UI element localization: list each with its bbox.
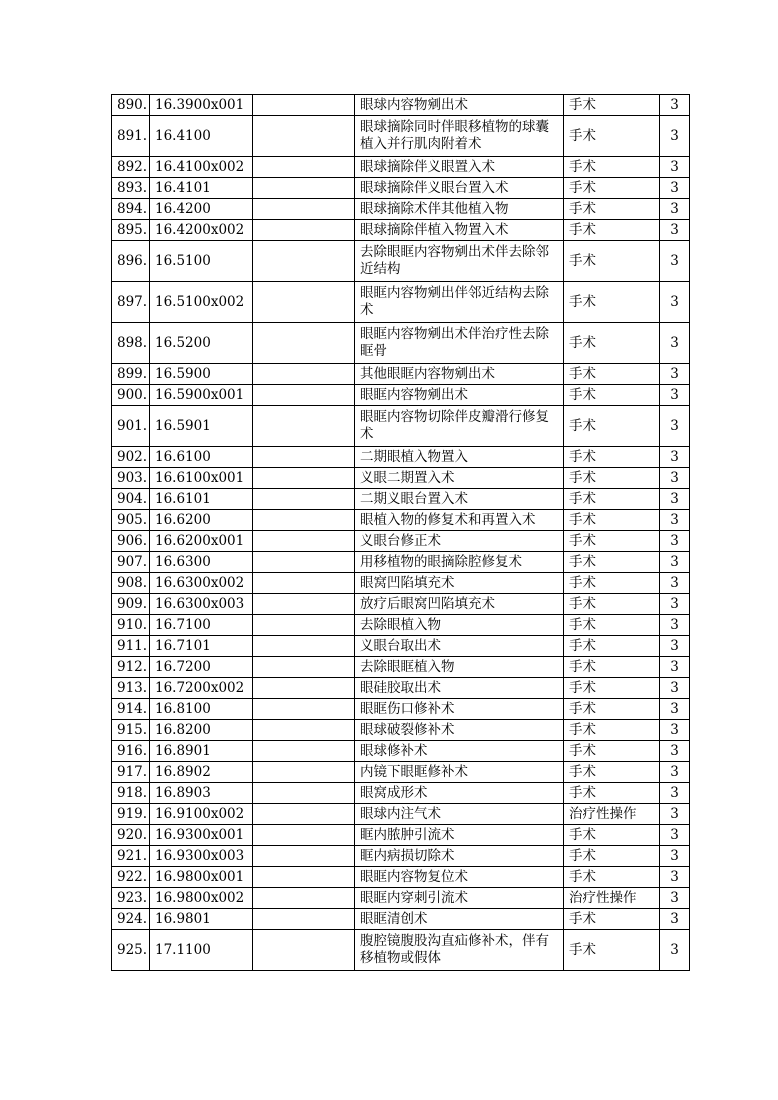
- table-row: [112, 909, 690, 930]
- procedure-type: 手术: [564, 615, 660, 636]
- procedure-level: 3: [660, 867, 690, 888]
- table-row: [112, 573, 690, 594]
- procedure-code: 16.5900: [150, 364, 253, 385]
- procedure-level: 3: [660, 636, 690, 657]
- table-row: [112, 489, 690, 510]
- procedure-name: 眼球摘除伴植入物置入术: [355, 220, 564, 241]
- procedure-name: 眼球破裂修补术: [355, 720, 564, 741]
- procedure-level: 3: [660, 825, 690, 846]
- row-number: 920.: [112, 825, 150, 846]
- procedure-type: 手术: [564, 825, 660, 846]
- procedure-name: 眼球摘除术伴其他植入物: [355, 199, 564, 220]
- procedure-code: 16.7200: [150, 657, 253, 678]
- empty-cell: [253, 157, 355, 178]
- procedure-level: 3: [660, 657, 690, 678]
- procedure-name: 眼窝凹陷填充术: [355, 573, 564, 594]
- empty-cell: [253, 241, 355, 282]
- row-number: 891.: [112, 116, 150, 157]
- empty-cell: [253, 762, 355, 783]
- procedure-code: 16.6100x001: [150, 468, 253, 489]
- procedure-level: 3: [660, 489, 690, 510]
- procedure-type: 手术: [564, 116, 660, 157]
- procedure-level: 3: [660, 323, 690, 364]
- table-row: [112, 241, 690, 282]
- procedure-name: 眶内脓肿引流术: [355, 825, 564, 846]
- empty-cell: [253, 720, 355, 741]
- procedure-code: 16.6100: [150, 447, 253, 468]
- row-number: 922.: [112, 867, 150, 888]
- procedure-type: 手术: [564, 762, 660, 783]
- row-number: 890.: [112, 95, 150, 116]
- procedure-code: 16.4200x002: [150, 220, 253, 241]
- procedure-name: 眼球内容物剜出术: [355, 95, 564, 116]
- empty-cell: [253, 116, 355, 157]
- procedure-name: 去除眼眶植入物: [355, 657, 564, 678]
- row-number: 895.: [112, 220, 150, 241]
- procedure-level: 3: [660, 116, 690, 157]
- table-row: [112, 720, 690, 741]
- empty-cell: [253, 594, 355, 615]
- row-number: 921.: [112, 846, 150, 867]
- procedure-type: 治疗性操作: [564, 804, 660, 825]
- table-row: [112, 741, 690, 762]
- table-row: [112, 636, 690, 657]
- row-number: 892.: [112, 157, 150, 178]
- procedure-name: 眼眶内穿刺引流术: [355, 888, 564, 909]
- procedure-code: 16.8200: [150, 720, 253, 741]
- procedure-type: 手术: [564, 531, 660, 552]
- procedure-code: 16.6101: [150, 489, 253, 510]
- row-number: 905.: [112, 510, 150, 531]
- row-number: 907.: [112, 552, 150, 573]
- procedure-type: 手术: [564, 573, 660, 594]
- table-row: [112, 220, 690, 241]
- procedure-type: 手术: [564, 699, 660, 720]
- procedure-code: 16.5200: [150, 323, 253, 364]
- table-row: [112, 678, 690, 699]
- table-row: [112, 406, 690, 447]
- row-number: 912.: [112, 657, 150, 678]
- empty-cell: [253, 531, 355, 552]
- procedure-code: 16.9800x002: [150, 888, 253, 909]
- procedure-name: 去除眼植入物: [355, 615, 564, 636]
- procedure-type: 手术: [564, 385, 660, 406]
- procedure-level: 3: [660, 594, 690, 615]
- procedure-name: 眼植入物的修复术和再置入术: [355, 510, 564, 531]
- procedure-level: 3: [660, 510, 690, 531]
- empty-cell: [253, 447, 355, 468]
- table-row: [112, 364, 690, 385]
- row-number: 896.: [112, 241, 150, 282]
- procedure-type: 手术: [564, 552, 660, 573]
- procedure-type: 手术: [564, 636, 660, 657]
- table-row: [112, 825, 690, 846]
- empty-cell: [253, 510, 355, 531]
- empty-cell: [253, 178, 355, 199]
- procedure-name: 眼球内注气术: [355, 804, 564, 825]
- procedure-name: 放疗后眼窝凹陷填充术: [355, 594, 564, 615]
- row-number: 893.: [112, 178, 150, 199]
- procedure-code: 16.4100x002: [150, 157, 253, 178]
- row-number: 894.: [112, 199, 150, 220]
- procedure-code: 16.6200: [150, 510, 253, 531]
- table-row: [112, 888, 690, 909]
- empty-cell: [253, 699, 355, 720]
- row-number: 919.: [112, 804, 150, 825]
- procedure-level: 3: [660, 468, 690, 489]
- procedure-level: 3: [660, 364, 690, 385]
- procedure-code: 16.6300x003: [150, 594, 253, 615]
- empty-cell: [253, 867, 355, 888]
- procedure-type: 手术: [564, 323, 660, 364]
- procedure-code: 16.4200: [150, 199, 253, 220]
- row-number: 918.: [112, 783, 150, 804]
- procedure-code: 17.1100: [150, 930, 253, 971]
- procedure-code: 16.5100x002: [150, 282, 253, 323]
- procedure-type: 手术: [564, 241, 660, 282]
- procedure-code: 16.5901: [150, 406, 253, 447]
- row-number: 925.: [112, 930, 150, 971]
- procedure-level: 3: [660, 783, 690, 804]
- procedure-code: 16.9801: [150, 909, 253, 930]
- row-number: 908.: [112, 573, 150, 594]
- procedure-level: 3: [660, 888, 690, 909]
- table-row: [112, 178, 690, 199]
- procedure-type: 手术: [564, 199, 660, 220]
- procedure-type: 手术: [564, 657, 660, 678]
- procedure-code: 16.3900x001: [150, 95, 253, 116]
- procedure-type: 手术: [564, 930, 660, 971]
- procedure-name: 眼球摘除同时伴眼移植物的球囊植入并行肌肉附着术: [355, 116, 564, 157]
- procedure-code: 16.6200x001: [150, 531, 253, 552]
- procedure-type: 手术: [564, 364, 660, 385]
- row-number: 917.: [112, 762, 150, 783]
- procedure-name: 眼眶内容物切除伴皮瓣滑行修复术: [355, 406, 564, 447]
- procedure-code: 16.8903: [150, 783, 253, 804]
- procedure-name: 眼窝成形术: [355, 783, 564, 804]
- procedure-level: 3: [660, 95, 690, 116]
- procedure-code: 16.9800x001: [150, 867, 253, 888]
- row-number: 902.: [112, 447, 150, 468]
- procedure-level: 3: [660, 762, 690, 783]
- empty-cell: [253, 95, 355, 116]
- procedure-type: 手术: [564, 594, 660, 615]
- table-row: [112, 552, 690, 573]
- procedure-name: 眶内病损切除术: [355, 846, 564, 867]
- procedure-code: 16.4100: [150, 116, 253, 157]
- procedure-code: 16.6300x002: [150, 573, 253, 594]
- table-row: [112, 468, 690, 489]
- procedure-type: 手术: [564, 178, 660, 199]
- empty-cell: [253, 406, 355, 447]
- table-row: [112, 531, 690, 552]
- procedure-level: 3: [660, 241, 690, 282]
- empty-cell: [253, 199, 355, 220]
- procedure-level: 3: [660, 552, 690, 573]
- table-row: [112, 385, 690, 406]
- table-row: [112, 282, 690, 323]
- procedure-code: 16.8100: [150, 699, 253, 720]
- row-number: 924.: [112, 909, 150, 930]
- empty-cell: [253, 468, 355, 489]
- empty-cell: [253, 930, 355, 971]
- empty-cell: [253, 220, 355, 241]
- row-number: 909.: [112, 594, 150, 615]
- procedure-level: 3: [660, 282, 690, 323]
- procedure-name: 义眼二期置入术: [355, 468, 564, 489]
- procedure-name: 用移植物的眼摘除腔修复术: [355, 552, 564, 573]
- table-row: [112, 930, 690, 971]
- empty-cell: [253, 385, 355, 406]
- row-number: 898.: [112, 323, 150, 364]
- row-number: 923.: [112, 888, 150, 909]
- row-number: 911.: [112, 636, 150, 657]
- table-row: [112, 447, 690, 468]
- procedure-type: 手术: [564, 489, 660, 510]
- procedure-type: 手术: [564, 468, 660, 489]
- table-row: [112, 116, 690, 157]
- procedure-level: 3: [660, 199, 690, 220]
- procedure-level: 3: [660, 531, 690, 552]
- table-row: [112, 783, 690, 804]
- procedure-level: 3: [660, 615, 690, 636]
- table-row: [112, 323, 690, 364]
- procedure-name: 眼球摘除伴义眼置入术: [355, 157, 564, 178]
- procedure-type: 手术: [564, 741, 660, 762]
- procedure-level: 3: [660, 846, 690, 867]
- procedure-level: 3: [660, 157, 690, 178]
- procedure-type: 手术: [564, 95, 660, 116]
- procedure-code: 16.4101: [150, 178, 253, 199]
- procedure-name: 眼眶内容物剜出术伴治疗性去除眶骨: [355, 323, 564, 364]
- procedure-code: 16.7200x002: [150, 678, 253, 699]
- procedure-name: 去除眼眶内容物剜出术伴去除邻近结构: [355, 241, 564, 282]
- procedure-code: 16.7101: [150, 636, 253, 657]
- procedure-name: 眼眶内容物剜出术: [355, 385, 564, 406]
- procedure-type: 手术: [564, 678, 660, 699]
- procedure-level: 3: [660, 804, 690, 825]
- procedure-level: 3: [660, 678, 690, 699]
- table-row: [112, 762, 690, 783]
- row-number: 914.: [112, 699, 150, 720]
- table-row: [112, 657, 690, 678]
- table-row: [112, 594, 690, 615]
- procedure-type: 手术: [564, 157, 660, 178]
- procedure-name: 眼眶伤口修补术: [355, 699, 564, 720]
- empty-cell: [253, 552, 355, 573]
- table-row: [112, 615, 690, 636]
- procedure-type: 手术: [564, 447, 660, 468]
- procedure-table: [111, 94, 690, 971]
- procedure-code: 16.9100x002: [150, 804, 253, 825]
- row-number: 900.: [112, 385, 150, 406]
- row-number: 899.: [112, 364, 150, 385]
- procedure-type: 手术: [564, 909, 660, 930]
- procedure-level: 3: [660, 720, 690, 741]
- row-number: 906.: [112, 531, 150, 552]
- procedure-code: 16.7100: [150, 615, 253, 636]
- table-row: [112, 804, 690, 825]
- empty-cell: [253, 364, 355, 385]
- row-number: 901.: [112, 406, 150, 447]
- table-row: [112, 157, 690, 178]
- procedure-type: 治疗性操作: [564, 888, 660, 909]
- procedure-type: 手术: [564, 867, 660, 888]
- procedure-name: 腹腔镜腹股沟直疝修补术，伴有移植物或假体: [355, 930, 564, 971]
- empty-cell: [253, 573, 355, 594]
- procedure-code: 16.5100: [150, 241, 253, 282]
- empty-cell: [253, 783, 355, 804]
- procedure-code: 16.8901: [150, 741, 253, 762]
- row-number: 915.: [112, 720, 150, 741]
- empty-cell: [253, 846, 355, 867]
- procedure-name: 二期眼植入物置入: [355, 447, 564, 468]
- row-number: 910.: [112, 615, 150, 636]
- procedure-name: 眼眶内容物剜出伴邻近结构去除术: [355, 282, 564, 323]
- table-row: [112, 699, 690, 720]
- empty-cell: [253, 825, 355, 846]
- row-number: 903.: [112, 468, 150, 489]
- empty-cell: [253, 657, 355, 678]
- row-number: 916.: [112, 741, 150, 762]
- procedure-name: 眼硅胶取出术: [355, 678, 564, 699]
- procedure-name: 其他眼眶内容物剜出术: [355, 364, 564, 385]
- procedure-level: 3: [660, 699, 690, 720]
- table-row: [112, 95, 690, 116]
- row-number: 897.: [112, 282, 150, 323]
- procedure-type: 手术: [564, 220, 660, 241]
- procedure-table-body: [112, 95, 690, 971]
- empty-cell: [253, 323, 355, 364]
- procedure-type: 手术: [564, 783, 660, 804]
- procedure-name: 眼眶内容物复位术: [355, 867, 564, 888]
- procedure-type: 手术: [564, 510, 660, 531]
- procedure-name: 义眼台修正术: [355, 531, 564, 552]
- procedure-name: 义眼台取出术: [355, 636, 564, 657]
- procedure-level: 3: [660, 930, 690, 971]
- procedure-name: 内镜下眼眶修补术: [355, 762, 564, 783]
- empty-cell: [253, 636, 355, 657]
- row-number: 913.: [112, 678, 150, 699]
- empty-cell: [253, 888, 355, 909]
- procedure-level: 3: [660, 406, 690, 447]
- empty-cell: [253, 909, 355, 930]
- procedure-code: 16.9300x003: [150, 846, 253, 867]
- procedure-type: 手术: [564, 282, 660, 323]
- procedure-name: 眼球修补术: [355, 741, 564, 762]
- procedure-code: 16.8902: [150, 762, 253, 783]
- empty-cell: [253, 615, 355, 636]
- procedure-code: 16.9300x001: [150, 825, 253, 846]
- table-row: [112, 846, 690, 867]
- procedure-level: 3: [660, 909, 690, 930]
- procedure-level: 3: [660, 220, 690, 241]
- empty-cell: [253, 804, 355, 825]
- procedure-level: 3: [660, 741, 690, 762]
- procedure-code: 16.5900x001: [150, 385, 253, 406]
- procedure-type: 手术: [564, 720, 660, 741]
- empty-cell: [253, 678, 355, 699]
- procedure-level: 3: [660, 447, 690, 468]
- procedure-code: 16.6300: [150, 552, 253, 573]
- table-row: [112, 867, 690, 888]
- row-number: 904.: [112, 489, 150, 510]
- empty-cell: [253, 489, 355, 510]
- procedure-type: 手术: [564, 406, 660, 447]
- procedure-name: 二期义眼台置入术: [355, 489, 564, 510]
- procedure-name: 眼眶清创术: [355, 909, 564, 930]
- empty-cell: [253, 741, 355, 762]
- procedure-level: 3: [660, 573, 690, 594]
- empty-cell: [253, 282, 355, 323]
- procedure-name: 眼球摘除伴义眼台置入术: [355, 178, 564, 199]
- procedure-level: 3: [660, 385, 690, 406]
- procedure-level: 3: [660, 178, 690, 199]
- table-row: [112, 510, 690, 531]
- table-row: [112, 199, 690, 220]
- procedure-type: 手术: [564, 846, 660, 867]
